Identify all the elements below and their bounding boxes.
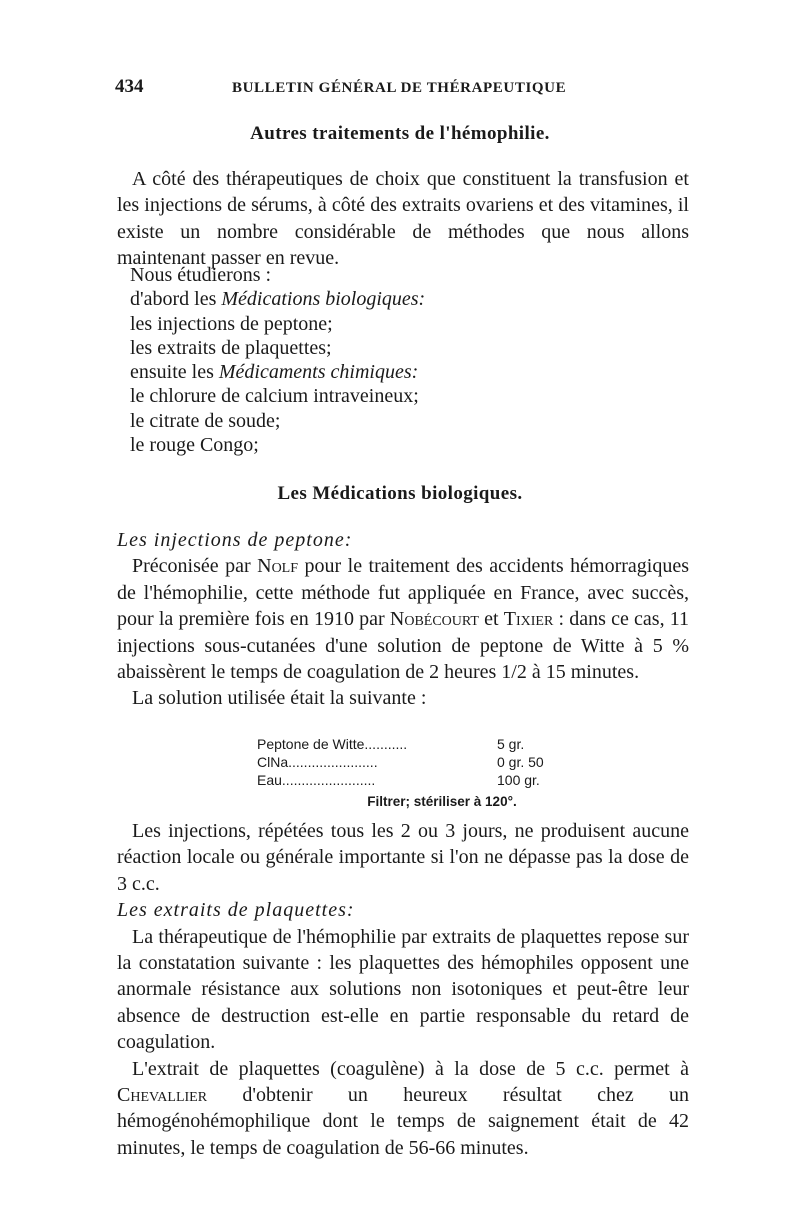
running-title: BULLETIN GÉNÉRAL DE THÉRAPEUTIQUE: [232, 80, 567, 96]
list-item: les extraits de plaquettes;: [130, 336, 332, 359]
subheading-plaquettes: Les extraits de plaquettes:: [117, 899, 355, 922]
author-nobecourt: Nobécourt: [389, 608, 479, 631]
solution-intro: La solution utilisée était la suivante :: [132, 687, 427, 710]
list-item: le citrate de soude;: [130, 409, 281, 432]
list-item: ensuite les Médicaments chimiques:: [130, 361, 419, 384]
treatment-list: [130, 263, 690, 457]
peptone-section: [117, 527, 689, 712]
intro-text: A côté des thérapeutiques de choix que constituent la transfusion et les injections de sérums, à côté des extraits ovariens et des vitamines, il existe un nombre considérable de méthodes que nous allons maintenant passer en revue.: [117, 168, 689, 270]
author-tixier: Tixier: [503, 608, 554, 631]
list-item: les injections de peptone;: [130, 312, 333, 335]
section-title-autres-traitements: Autres traitements de l'hémophilie.: [250, 123, 550, 144]
section-title-medications-biologiques: Les Médications biologiques.: [277, 483, 523, 504]
page-number: 434: [115, 76, 144, 97]
injections-paragraph: Les injections, répétées tous les 2 ou 3 jours, ne produisent aucune réaction locale ou générale importante si l'on ne dépasse pas la dose de 3 c.c.: [117, 820, 689, 895]
author-chevallier: Chevallier: [117, 1084, 208, 1107]
peptone-paragraph: Préconisée par Nolf pour le traitement des accidents hémorragiques de l'hémophilie, cette méthode fut appliquée en France, avec succès, pour la première fois en 1910 par Nobécourt et Tixier : dans ce cas, 11 injections sous-cutanées d'une solution de peptone de Witte à 5 % abaissèrent le temps de coagulation de 2 heures 1/2 à 15 minutes.: [117, 555, 690, 684]
subheading-peptone: Les injections de peptone:: [117, 529, 353, 551]
intro-paragraph: [117, 166, 689, 272]
peptone-recipe: [257, 735, 587, 811]
coagulene-paragraph: L'extrait de plaquettes (coagulène) à la dose de 5 c.c. permet à Chevallier d'obtenir un heureux résultat chez un hémogénohémophilique dont le temps de saignement était de 42 minutes, le temps de coagulation de 56-66 minutes.: [117, 1057, 689, 1159]
recipe-row: ClNa....................... 0 gr. 50: [257, 754, 544, 770]
recipe-row: Peptone de Witte........... 5 gr.: [257, 736, 525, 752]
recipe-note: Filtrer; stériliser à 120°.: [367, 794, 517, 809]
list-item: le rouge Congo;: [130, 434, 259, 457]
plaquettes-section: [117, 818, 689, 1161]
list-item: d'abord les Médications biologiques:: [130, 288, 426, 311]
page-header: [115, 76, 690, 104]
author-nolf: Nolf: [257, 555, 299, 578]
list-item: le chlorure de calcium intraveineux;: [130, 385, 419, 408]
list-intro: Nous étudierons :: [130, 264, 272, 286]
plaquettes-paragraph: La thérapeutique de l'hémophilie par extraits de plaquettes repose sur la constatation suivante : les plaquettes des hémophiles opposent une anormale résistance aux solutions non isotoniques et peut-être leur absence de destruction est-elle en partie responsable du retard de coagulation.: [117, 925, 689, 1054]
recipe-row: Eau........................ 100 gr.: [257, 772, 540, 788]
